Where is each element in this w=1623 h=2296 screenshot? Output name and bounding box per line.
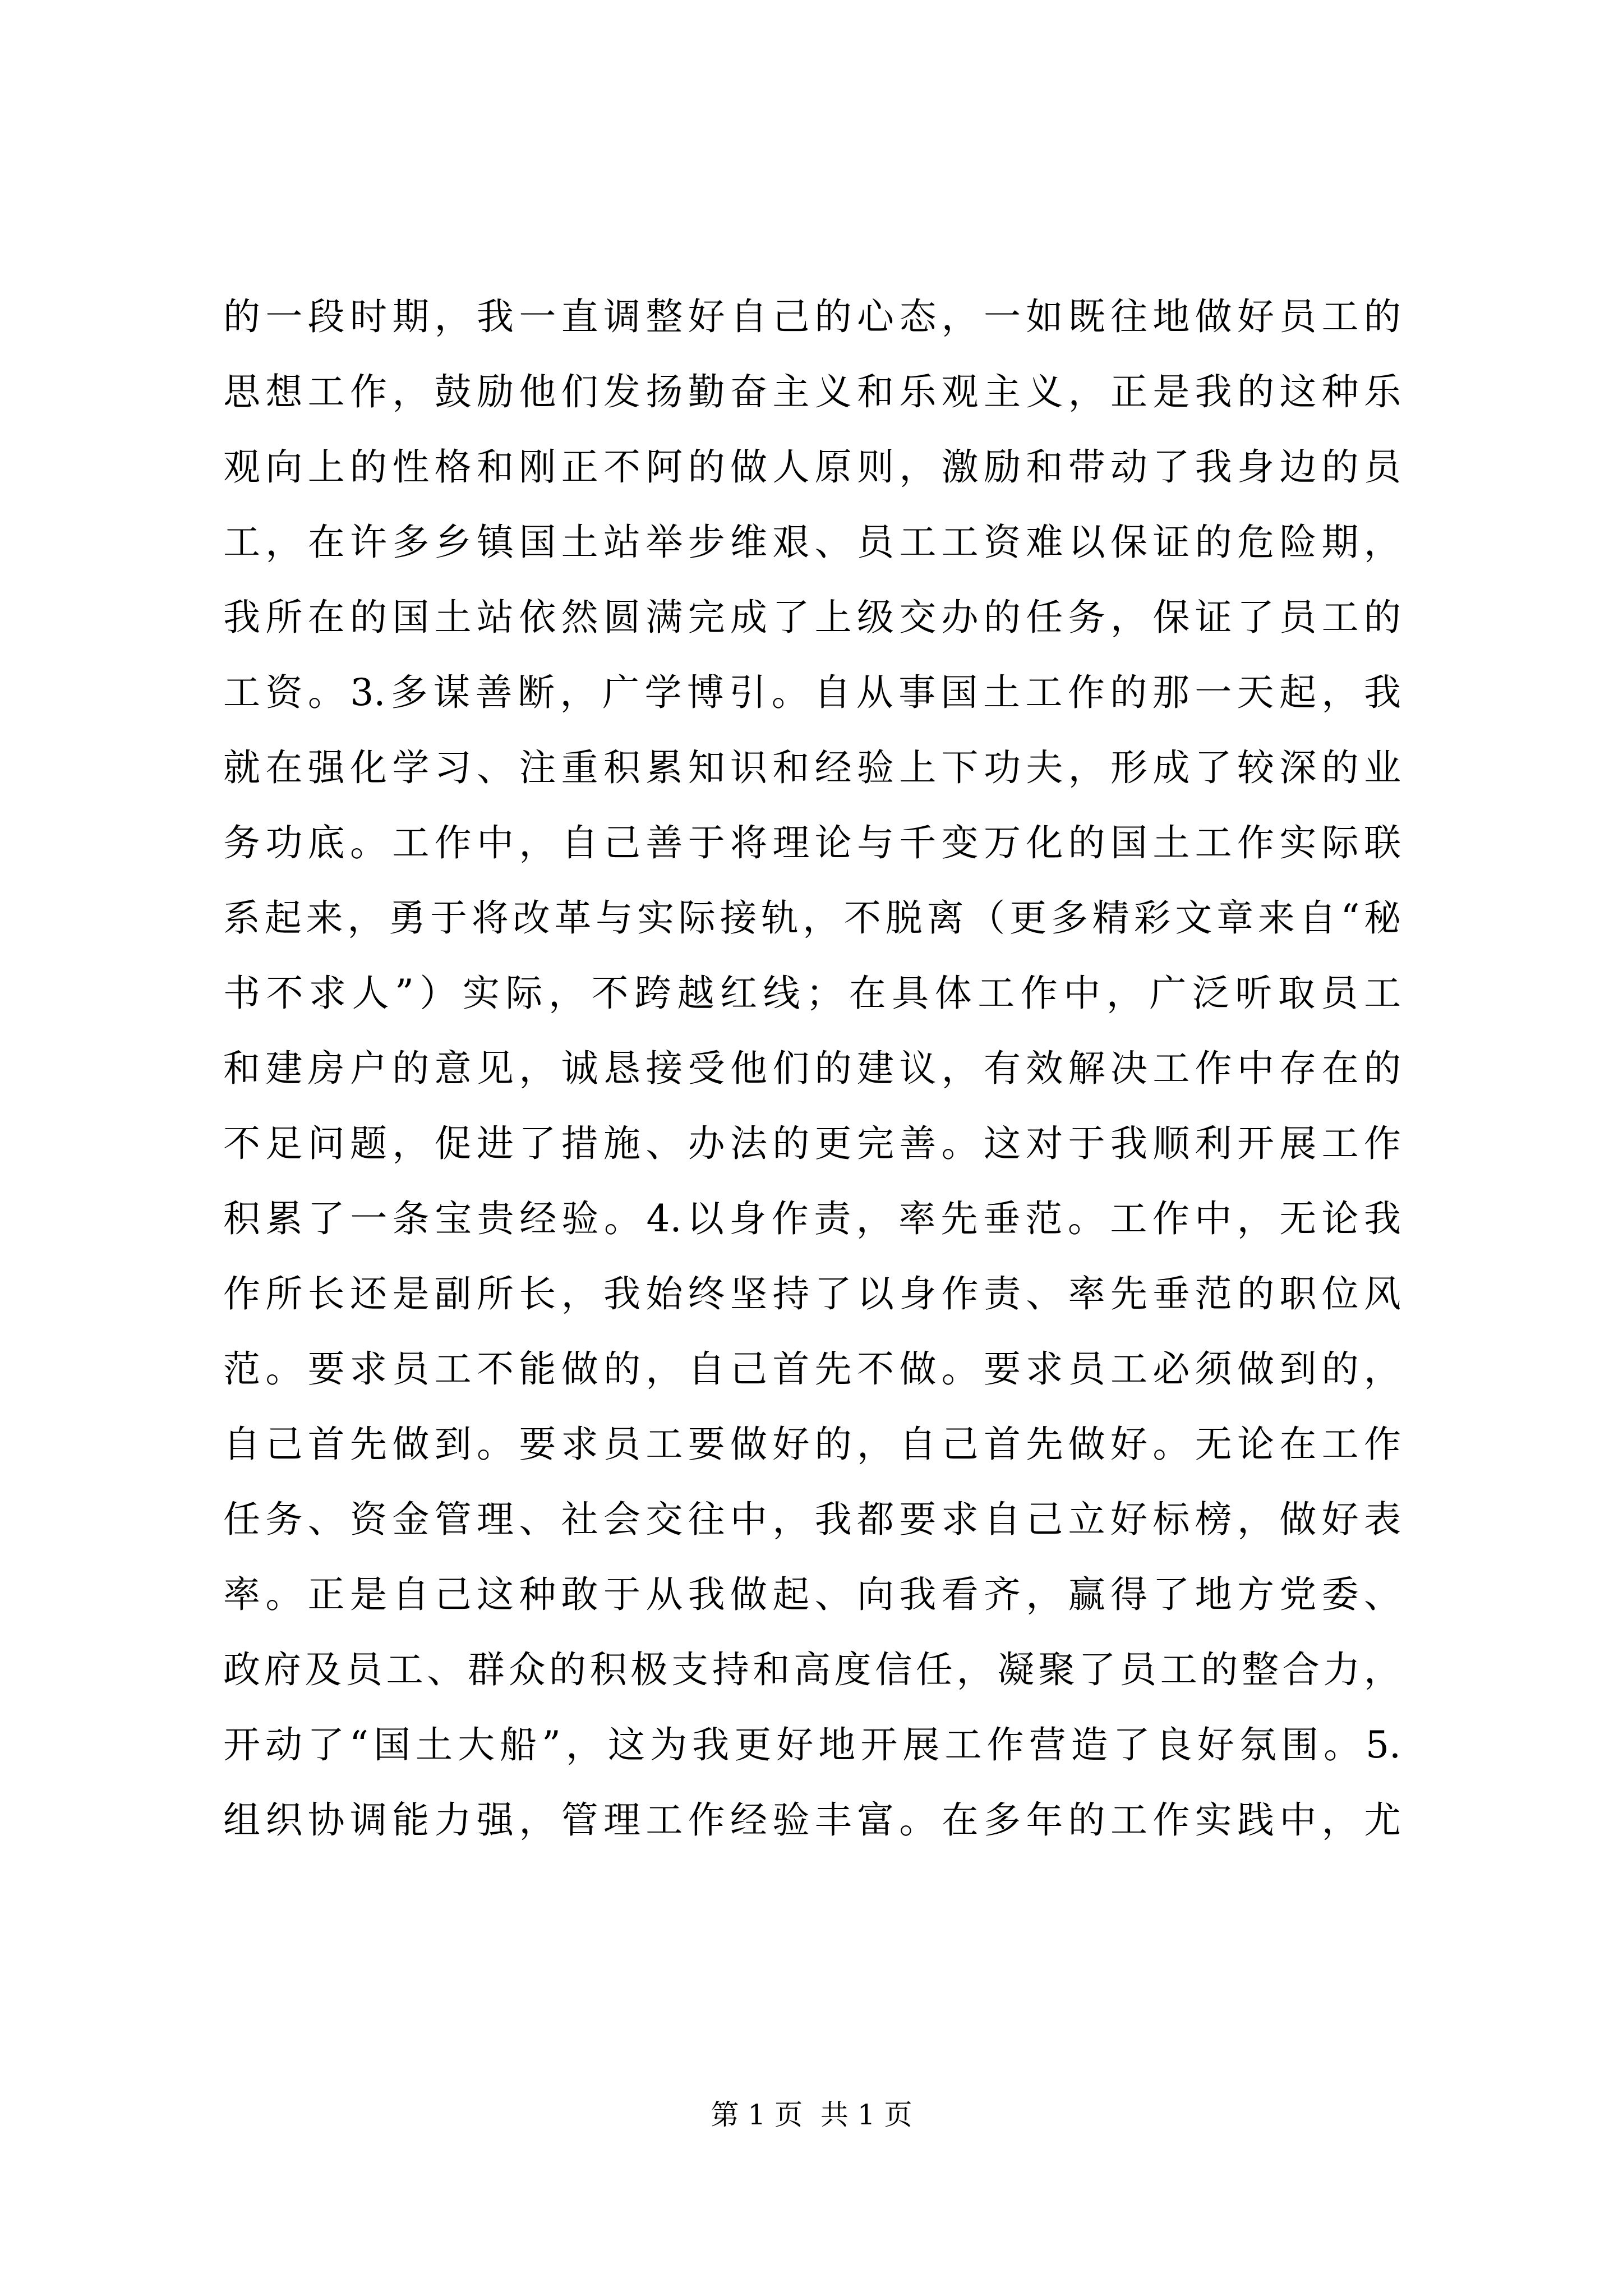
text-line: 作所长还是副所长，我始终坚持了以身作责、率先垂范的职位风 bbox=[223, 1272, 1401, 1315]
text-line: 和建房户的意见，诚恳接受他们的建议，有效解决工作中存在的 bbox=[223, 1047, 1401, 1090]
text-line: 范。要求员工不能做的，自己首先不做。要求员工必须做到的， bbox=[223, 1347, 1401, 1391]
text-line: 组织协调能力强，管理工作经验丰富。在多年的工作实践中，尤 bbox=[223, 1798, 1401, 1842]
text-line: 的一段时期，我一直调整好自己的心态，一如既往地做好员工的 bbox=[223, 295, 1401, 338]
text-line: 政府及员工、群众的积极支持和高度信任，凝聚了员工的整合力， bbox=[223, 1648, 1401, 1691]
body-text bbox=[223, 279, 1401, 1858]
text-line: 思想工作，鼓励他们发扬勤奋主义和乐观主义，正是我的这种乐 bbox=[223, 370, 1401, 413]
text-line: 积累了一条宝贵经验。4.以身作责，率先垂范。工作中，无论我 bbox=[223, 1197, 1401, 1240]
text-line: 自己首先做到。要求员工要做好的，自己首先做好。无论在工作 bbox=[223, 1423, 1401, 1466]
text-line: 工资。3.多谋善断，广学博引。自从事国土工作的那一天起，我 bbox=[223, 671, 1401, 714]
text-line: 任务、资金管理、社会交往中，我都要求自己立好标榜，做好表 bbox=[223, 1498, 1401, 1541]
text-line: 开动了“国土大船”，这为我更好地开展工作营造了良好氛围。5. bbox=[223, 1723, 1401, 1766]
text-line: 务功底。工作中，自己善于将理论与千变万化的国土工作实际联 bbox=[223, 821, 1401, 864]
text-line: 系起来，勇于将改革与实际接轨，不脱离（更多精彩文章来自“秘 bbox=[223, 896, 1401, 940]
page-footer: 第 1 页 共 1 页 bbox=[711, 2099, 912, 2131]
text-line: 不足问题，促进了措施、办法的更完善。这对于我顺利开展工作 bbox=[223, 1122, 1401, 1165]
text-line: 观向上的性格和刚正不阿的做人原则，激励和带动了我身边的员 bbox=[223, 445, 1401, 489]
text-line: 工，在许多乡镇国土站举步维艰、员工工资难以保证的危险期， bbox=[223, 521, 1401, 564]
text-line: 率。正是自己这种敢于从我做起、向我看齐，赢得了地方党委、 bbox=[223, 1573, 1401, 1616]
text-line: 我所在的国土站依然圆满完成了上级交办的任务，保证了员工的 bbox=[223, 596, 1401, 639]
text-line: 就在强化学习、注重积累知识和经验上下功夫，形成了较深的业 bbox=[223, 746, 1401, 789]
text-line: 书不求人”）实际，不跨越红线；在具体工作中，广泛听取员工 bbox=[223, 972, 1401, 1015]
